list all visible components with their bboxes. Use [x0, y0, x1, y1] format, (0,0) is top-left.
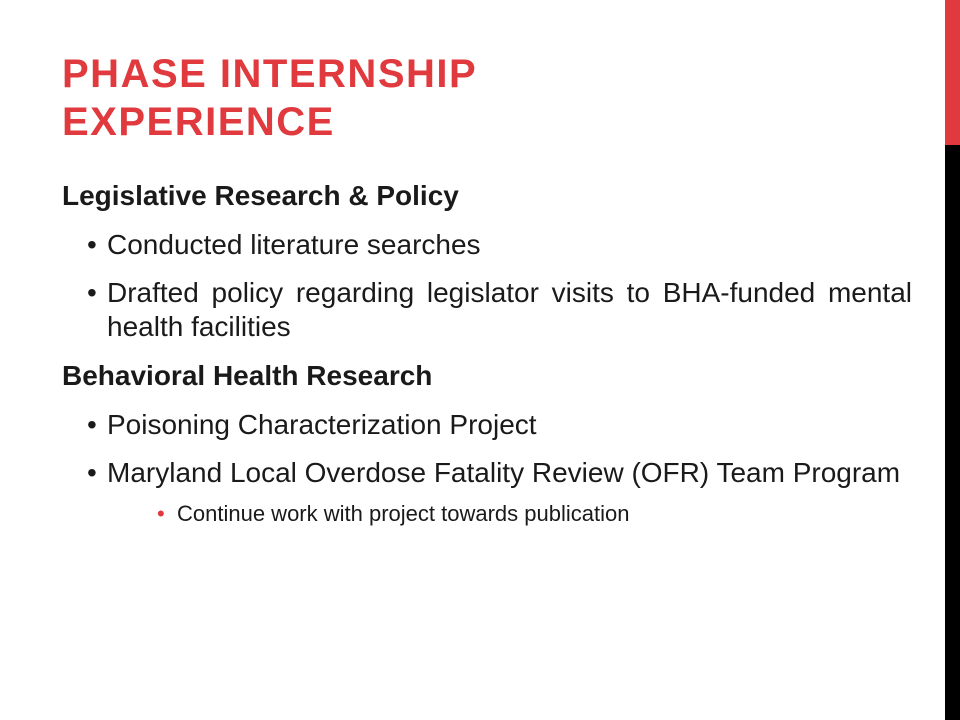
- sub-bullet-icon: •: [157, 501, 165, 526]
- slide-body: [62, 178, 912, 528]
- sidebar-accent-red: [945, 0, 960, 145]
- bullet-text: Conducted literature searches: [107, 229, 481, 260]
- bullet-list-legislative: [62, 228, 912, 344]
- bullet-text: Poisoning Characterization Project: [107, 409, 537, 440]
- bullet-icon: •: [87, 277, 97, 308]
- section-heading-legislative: Legislative Research & Policy: [62, 180, 459, 211]
- sub-bullet-list: [107, 500, 912, 528]
- bullet-text: Drafted policy regarding legislator visits to BHA-funded mental health facilities: [107, 277, 912, 342]
- sidebar-accent-black: [945, 145, 960, 720]
- bullet-item: [62, 276, 912, 344]
- sub-bullet-text: Continue work with project towards publication: [177, 501, 630, 526]
- bullet-icon: •: [87, 457, 97, 488]
- section-heading-behavioral: Behavioral Health Research: [62, 360, 433, 391]
- bullet-icon: •: [87, 229, 97, 260]
- bullet-item: [62, 408, 912, 442]
- bullet-item: [62, 456, 912, 528]
- bullet-list-behavioral: [62, 408, 912, 528]
- slide-title: [62, 50, 922, 146]
- slide-title-line-1: PHASE INTERNSHIP: [62, 52, 478, 96]
- bullet-text: Maryland Local Overdose Fatality Review (OFR) Team Program: [107, 457, 901, 488]
- bullet-icon: •: [87, 409, 97, 440]
- slide-title-line-2: EXPERIENCE: [62, 100, 335, 144]
- bullet-item: [62, 228, 912, 262]
- sub-bullet-item: [107, 500, 912, 528]
